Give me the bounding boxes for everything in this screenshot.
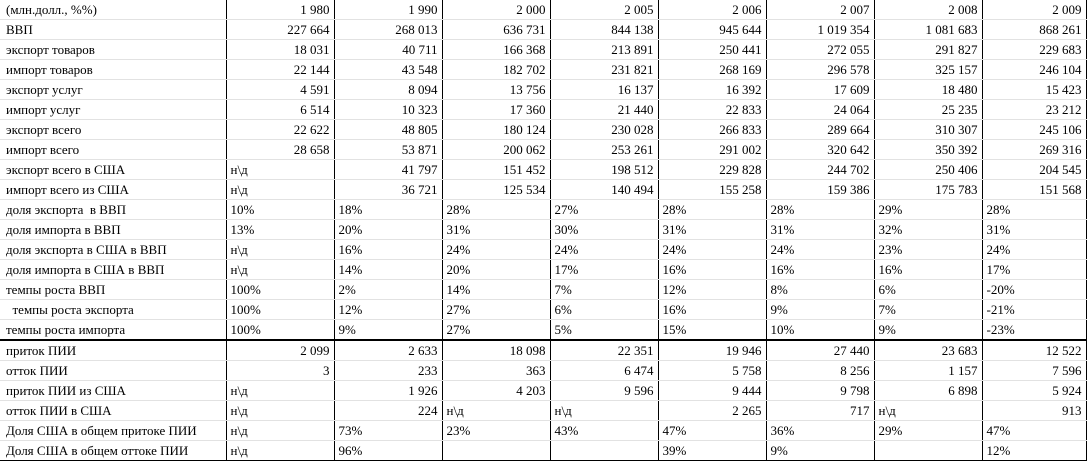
table-cell: 36% [766, 421, 874, 441]
table-cell: 4 203 [442, 381, 550, 401]
table-cell: н\д [226, 260, 334, 280]
row-label: экспорт услуг [0, 80, 226, 100]
table-cell: 28% [766, 200, 874, 220]
table-cell: н\д [226, 180, 334, 200]
table-cell: 291 002 [658, 140, 766, 160]
row-label: доля импорта в США в ВВП [0, 260, 226, 280]
table-cell: 13% [226, 220, 334, 240]
table-row [0, 320, 1086, 341]
table-cell: 29% [874, 200, 982, 220]
table-cell [442, 441, 550, 461]
year-header: 2 009 [982, 0, 1086, 20]
header-row [0, 0, 1086, 20]
table-cell: 246 104 [982, 60, 1086, 80]
table-cell: 24% [766, 240, 874, 260]
table-row [0, 200, 1086, 220]
table-row [0, 20, 1086, 40]
table-cell: 8 094 [334, 80, 442, 100]
table-cell: 844 138 [550, 20, 658, 40]
table-cell: 17 360 [442, 100, 550, 120]
table-cell: 13 756 [442, 80, 550, 100]
table-cell: 18% [334, 200, 442, 220]
table-cell: 913 [982, 401, 1086, 421]
table-cell: 15% [658, 320, 766, 341]
table-cell: 363 [442, 361, 550, 381]
table-cell: 229 828 [658, 160, 766, 180]
table-cell: 268 013 [334, 20, 442, 40]
table-cell: 182 702 [442, 60, 550, 80]
table-cell: 27% [550, 200, 658, 220]
table-cell: 24% [442, 240, 550, 260]
table-cell: 9% [874, 320, 982, 341]
table-cell: -23% [982, 320, 1086, 341]
row-label: ВВП [0, 20, 226, 40]
table-cell: 9 798 [766, 381, 874, 401]
table-cell: 227 664 [226, 20, 334, 40]
table-cell: 96% [334, 441, 442, 461]
table-cell: 41 797 [334, 160, 442, 180]
table-cell: 15 423 [982, 80, 1086, 100]
table-row [0, 100, 1086, 120]
table-cell: 244 702 [766, 160, 874, 180]
table-cell: 47% [982, 421, 1086, 441]
table-cell: 6 514 [226, 100, 334, 120]
table-cell: 6 898 [874, 381, 982, 401]
table-cell: 53 871 [334, 140, 442, 160]
table-cell: 213 891 [550, 40, 658, 60]
row-label: приток ПИИ из США [0, 381, 226, 401]
table-row [0, 140, 1086, 160]
table-cell [550, 441, 658, 461]
table-cell: 230 028 [550, 120, 658, 140]
table-cell: 27 440 [766, 340, 874, 361]
table-cell: 9% [766, 441, 874, 461]
table-cell: 717 [766, 401, 874, 421]
table-cell: 272 055 [766, 40, 874, 60]
table-cell: 245 106 [982, 120, 1086, 140]
table-cell: 7 596 [982, 361, 1086, 381]
table-row [0, 60, 1086, 80]
table-cell: 31% [658, 220, 766, 240]
table-cell: 7% [550, 280, 658, 300]
table-row [0, 240, 1086, 260]
table-cell: 32% [874, 220, 982, 240]
row-label: отток ПИИ в США [0, 401, 226, 421]
row-label: доля экспорта в ВВП [0, 200, 226, 220]
table-row [0, 441, 1086, 461]
table-row [0, 280, 1086, 300]
table-cell: 18 031 [226, 40, 334, 60]
table-row [0, 340, 1086, 361]
table-cell: 1 081 683 [874, 20, 982, 40]
table-cell: н\д [550, 401, 658, 421]
table-cell: 945 644 [658, 20, 766, 40]
table-cell: 14% [442, 280, 550, 300]
table-cell: 47% [658, 421, 766, 441]
table-cell: 9% [766, 300, 874, 320]
table-cell: 18 480 [874, 80, 982, 100]
row-label: отток ПИИ [0, 361, 226, 381]
table-cell: 28% [982, 200, 1086, 220]
table-cell: 2 099 [226, 340, 334, 361]
table-cell: 22 622 [226, 120, 334, 140]
table-cell: 27% [442, 320, 550, 341]
table-cell: 31% [982, 220, 1086, 240]
table-cell: н\д [226, 401, 334, 421]
table-row [0, 401, 1086, 421]
year-header: 2 006 [658, 0, 766, 20]
table-cell: н\д [226, 421, 334, 441]
table-cell: 6% [550, 300, 658, 320]
table-cell: -21% [982, 300, 1086, 320]
table-cell: 24% [982, 240, 1086, 260]
table-cell: 12 522 [982, 340, 1086, 361]
table-cell: 43 548 [334, 60, 442, 80]
table-cell: 233 [334, 361, 442, 381]
table-cell: 16% [874, 260, 982, 280]
table-cell: 198 512 [550, 160, 658, 180]
table-cell: 229 683 [982, 40, 1086, 60]
row-label: экспорт товаров [0, 40, 226, 60]
year-header: 2 005 [550, 0, 658, 20]
table-cell: 1 157 [874, 361, 982, 381]
table-cell: 180 124 [442, 120, 550, 140]
table-row [0, 40, 1086, 60]
table-row [0, 381, 1086, 401]
table-cell: 16% [658, 260, 766, 280]
table-cell: 289 664 [766, 120, 874, 140]
table-cell: 6 474 [550, 361, 658, 381]
row-label: темпы роста импорта [0, 320, 226, 341]
table-cell: 28 658 [226, 140, 334, 160]
table-cell: 31% [442, 220, 550, 240]
table-cell: 24% [550, 240, 658, 260]
table-cell: 151 452 [442, 160, 550, 180]
row-label: импорт товаров [0, 60, 226, 80]
table-cell: 48 805 [334, 120, 442, 140]
table-cell: 43% [550, 421, 658, 441]
table-cell: 9% [334, 320, 442, 341]
table-cell: н\д [226, 160, 334, 180]
table-cell: 2 265 [658, 401, 766, 421]
row-label: импорт услуг [0, 100, 226, 120]
table-cell: 8 256 [766, 361, 874, 381]
table-cell: 40 711 [334, 40, 442, 60]
table-cell: 29% [874, 421, 982, 441]
table-cell: 159 386 [766, 180, 874, 200]
table-cell: 31% [766, 220, 874, 240]
table-cell: 24% [658, 240, 766, 260]
table-cell: н\д [226, 441, 334, 461]
table-cell: 253 261 [550, 140, 658, 160]
table-row [0, 180, 1086, 200]
table-cell: 17% [982, 260, 1086, 280]
year-header: 2 007 [766, 0, 874, 20]
table-cell: 16% [766, 260, 874, 280]
table-cell: 325 157 [874, 60, 982, 80]
table-cell: 9 444 [658, 381, 766, 401]
table-row [0, 80, 1086, 100]
table-cell: 231 821 [550, 60, 658, 80]
row-label: импорт всего [0, 140, 226, 160]
table-cell: 204 545 [982, 160, 1086, 180]
table-cell: н\д [442, 401, 550, 421]
table-cell: 320 642 [766, 140, 874, 160]
table-row [0, 361, 1086, 381]
table-cell: 10 323 [334, 100, 442, 120]
table-cell: 23 212 [982, 100, 1086, 120]
table-cell: 250 441 [658, 40, 766, 60]
table-cell: 636 731 [442, 20, 550, 40]
table-cell: 17 609 [766, 80, 874, 100]
table-cell: 1 019 354 [766, 20, 874, 40]
table-cell: 22 144 [226, 60, 334, 80]
table-row [0, 220, 1086, 240]
table-cell: 5 758 [658, 361, 766, 381]
table-cell: 21 440 [550, 100, 658, 120]
year-header: 1 990 [334, 0, 442, 20]
table-cell: 266 833 [658, 120, 766, 140]
table-cell: 20% [334, 220, 442, 240]
table-cell: 23% [874, 240, 982, 260]
row-label: доля экспорта в США в ВВП [0, 240, 226, 260]
table-cell: 100% [226, 280, 334, 300]
table-cell: 28% [658, 200, 766, 220]
table-cell: 22 833 [658, 100, 766, 120]
table-cell: 100% [226, 300, 334, 320]
table-cell: 12% [658, 280, 766, 300]
table-cell: 23% [442, 421, 550, 441]
table-cell: -20% [982, 280, 1086, 300]
table-cell: 30% [550, 220, 658, 240]
table-cell: 166 368 [442, 40, 550, 60]
table-cell: 19 946 [658, 340, 766, 361]
table-cell: 22 351 [550, 340, 658, 361]
table-cell: 3 [226, 361, 334, 381]
table-cell: 18 098 [442, 340, 550, 361]
table-cell: 100% [226, 320, 334, 341]
table-cell: 155 258 [658, 180, 766, 200]
row-label: Доля США в общем притоке ПИИ [0, 421, 226, 441]
table-cell: 4 591 [226, 80, 334, 100]
table-cell: 20% [442, 260, 550, 280]
row-label: приток ПИИ [0, 340, 226, 361]
table-row [0, 120, 1086, 140]
row-label: доля импорта в ВВП [0, 220, 226, 240]
table-cell: 16% [334, 240, 442, 260]
table-cell: 16 392 [658, 80, 766, 100]
table-cell: 175 783 [874, 180, 982, 200]
table-cell [874, 441, 982, 461]
table-cell: 310 307 [874, 120, 982, 140]
table-cell: 7% [874, 300, 982, 320]
table-cell: 125 534 [442, 180, 550, 200]
table-cell: 200 062 [442, 140, 550, 160]
table-cell: 12% [982, 441, 1086, 461]
year-header: 2 008 [874, 0, 982, 20]
table-cell: 27% [442, 300, 550, 320]
table-row [0, 300, 1086, 320]
table-cell: 16% [658, 300, 766, 320]
row-label: экспорт всего [0, 120, 226, 140]
table-cell: 73% [334, 421, 442, 441]
table-cell: 10% [226, 200, 334, 220]
table-cell: 6% [874, 280, 982, 300]
table-cell: 14% [334, 260, 442, 280]
table-cell: 224 [334, 401, 442, 421]
table-cell: 268 169 [658, 60, 766, 80]
table-row [0, 421, 1086, 441]
table-cell: 250 406 [874, 160, 982, 180]
table-cell: 12% [334, 300, 442, 320]
table-row [0, 260, 1086, 280]
table-cell: 25 235 [874, 100, 982, 120]
table-cell: 5% [550, 320, 658, 341]
table-cell: 5 924 [982, 381, 1086, 401]
table-cell: 24 064 [766, 100, 874, 120]
row-label: Доля США в общем оттоке ПИИ [0, 441, 226, 461]
table-cell: 269 316 [982, 140, 1086, 160]
year-header: 1 980 [226, 0, 334, 20]
table-cell: 296 578 [766, 60, 874, 80]
table-cell: 23 683 [874, 340, 982, 361]
table-cell: н\д [226, 240, 334, 260]
table-cell: н\д [874, 401, 982, 421]
table-cell: 10% [766, 320, 874, 341]
row-label: экспорт всего в США [0, 160, 226, 180]
table-cell: 28% [442, 200, 550, 220]
table-cell: 39% [658, 441, 766, 461]
table-cell: 868 261 [982, 20, 1086, 40]
table-cell: 350 392 [874, 140, 982, 160]
table-cell: 140 494 [550, 180, 658, 200]
table-cell: н\д [226, 381, 334, 401]
row-label: импорт всего из США [0, 180, 226, 200]
table-cell: 16 137 [550, 80, 658, 100]
table-cell: 2% [334, 280, 442, 300]
row-label: темпы роста экспорта [0, 300, 226, 320]
table-cell: 151 568 [982, 180, 1086, 200]
table-cell: 17% [550, 260, 658, 280]
table-row [0, 160, 1086, 180]
table-cell: 2 633 [334, 340, 442, 361]
table-cell: 291 827 [874, 40, 982, 60]
table-cell: 9 596 [550, 381, 658, 401]
table-cell: 8% [766, 280, 874, 300]
year-header: 2 000 [442, 0, 550, 20]
row-label: темпы роста ВВП [0, 280, 226, 300]
table-cell: 36 721 [334, 180, 442, 200]
header-label: (млн.долл., %%) [0, 0, 226, 20]
table-cell: 1 926 [334, 381, 442, 401]
